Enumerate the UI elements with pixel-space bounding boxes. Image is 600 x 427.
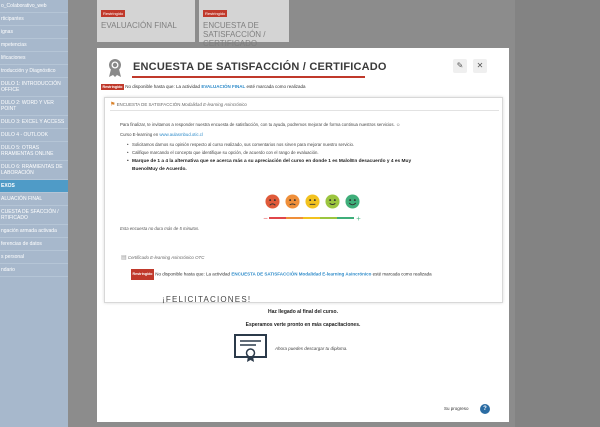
course-line (120, 132, 203, 137)
certificate-restriction (131, 269, 491, 280)
survey-header[interactable] (110, 101, 247, 108)
sidebar-item[interactable]: rticipantes (0, 13, 68, 26)
course-line-prefix: Curso E-learning en (120, 132, 159, 137)
sidebar-item[interactable]: mpetencias (0, 39, 68, 52)
modal-header (97, 48, 509, 84)
restriction-suffix: esté marcada como realizada (372, 271, 432, 277)
restricted-badge: Restringido (205, 11, 226, 16)
diploma-icon[interactable] (234, 334, 267, 363)
survey-bullet: • Solicitamos darnos su opinión respecto al curso realizado, sus comentarios nos sirven para mejorar nuestro servicio. (132, 142, 354, 147)
divider (110, 110, 499, 111)
sidebar-item[interactable]: ndario (0, 264, 68, 277)
survey-flag-icon: ⚑ (110, 102, 116, 108)
face-very-bad-icon (265, 194, 280, 209)
course-sidebar (0, 0, 68, 427)
certificate-icon: ▤ (121, 255, 127, 261)
restriction-suffix: esté marcada como realizada (246, 84, 306, 90)
restriction-prefix: No disponible hasta que: La actividad (155, 271, 231, 277)
survey-intro: Para finalizar, te invitamos a responder nuestra encuesta de satisfacción, con tu ayuda, podremos mejorar de forma continua nuestros servicios. ☺ (120, 122, 401, 127)
sidebar-item[interactable]: DULO 5: OTRAS RRAMIENTAS ONLINE (0, 142, 68, 161)
face-good-icon (325, 194, 340, 209)
face-bad-icon (285, 194, 300, 209)
restriction-prefix: No disponible hasta que: La actividad (125, 84, 201, 90)
sidebar-item[interactable]: s personal (0, 251, 68, 264)
face-very-good-icon (345, 194, 360, 209)
sidebar-item[interactable]: DULO 2: WORD Y VER POINT (0, 97, 68, 116)
sidebar-item[interactable]: ferencias de datos (0, 238, 68, 251)
sidebar-item[interactable]: DULO 3: EXCEL Y ACCESS (0, 116, 68, 129)
bg-card-encuesta[interactable] (199, 0, 289, 48)
svg-text:+: + (356, 215, 362, 221)
sidebar-item[interactable]: DULO 4 - OUTLOOK (0, 129, 68, 142)
restriction-activity-link[interactable]: ENCUESTA DE SATISFACCIÓN Modalidad E-learning Asincrónico (231, 271, 372, 277)
duration-note: Esta encuesta no dura más de 5 minutos. (120, 226, 200, 231)
sidebar-item[interactable]: DULO 1: INTRODUCCIÓN OFFICE (0, 78, 68, 97)
restriction-activity-link[interactable]: EVALUACIÓN FINAL (201, 84, 246, 90)
course-link[interactable]: www.aulasmbud.otic.cl (159, 132, 203, 137)
card-title: ENCUESTA DE SATISFACCIÓN / CERTIFICADO (203, 21, 266, 48)
sidebar-item[interactable]: DULO 6: RRAMIENTAS DE LABORACIÓN (0, 161, 68, 180)
help-icon[interactable]: ? (480, 404, 490, 414)
sidebar-item[interactable]: ignas (0, 26, 68, 39)
certificate-header[interactable] (121, 254, 204, 261)
restriction-notice (101, 84, 306, 90)
survey-bullet: • Califique marcando el concepto que identifique su opción, de acuerdo con el rango de evaluación. (132, 150, 319, 155)
sidebar-item[interactable]: CUESTA DE SFACCIÓN / RTIFICADO (0, 206, 68, 225)
activity-modal (97, 48, 509, 422)
survey-header-sub: Modalidad E-learning Asincrónico (181, 102, 247, 107)
sidebar-item[interactable]: troducción y Diagnóstico (0, 65, 68, 78)
close-icon[interactable]: ✕ (473, 59, 487, 73)
title-underline (132, 76, 365, 78)
certificate-header-text: Certificado E-learning Asincrónico OTC (127, 255, 205, 260)
congrats-line-1: Haz llegado al final del curso. (267, 309, 339, 315)
sidebar-item[interactable]: o_Colaborativo_web (0, 0, 68, 13)
card-title: EVALUACIÓN FINAL (101, 21, 177, 30)
survey-scale-instructions: • Marque de 1 a 4 la alternativa que se acerca más a su apreciación del curso en donde 1 es Malo/En desacuerdo y 4 es Muy Bueno/Muy de Acuerdo. (132, 158, 432, 174)
right-panel-background (515, 0, 600, 427)
congrats-line-2: Esperamos verte pronto en más capacitaciones. (245, 322, 361, 328)
restricted-badge: Restringido (103, 11, 124, 16)
medal-icon (107, 58, 123, 78)
sidebar-item[interactable]: ALUACIÓN FINAL (0, 193, 68, 206)
progress-label: Su progreso (444, 406, 469, 411)
modal-title: ENCUESTA DE SATISFACCIÓN / CERTIFICADO (133, 61, 387, 73)
face-neutral-icon (305, 194, 320, 209)
sidebar-item[interactable]: EXOS (0, 180, 68, 193)
rating-faces (265, 194, 363, 210)
svg-text:−: − (263, 215, 269, 221)
restricted-badge: Restringido (102, 85, 123, 89)
bg-card-evaluacion-final[interactable] (97, 0, 195, 42)
congrats-title: ¡FELICITACIONES! (162, 295, 252, 304)
restricted-badge: Restringido (131, 269, 154, 280)
survey-header-main: ENCUESTA DE SATISFACCIÓN (116, 102, 181, 107)
pencil-icon[interactable]: ✎ (453, 59, 467, 73)
rating-scale-bar (263, 215, 363, 221)
download-diploma-text: Ahora puedes descargar tu diploma. (275, 346, 348, 351)
sidebar-item[interactable]: lificaciones (0, 52, 68, 65)
sidebar-item[interactable]: ngación armada activada (0, 225, 68, 238)
